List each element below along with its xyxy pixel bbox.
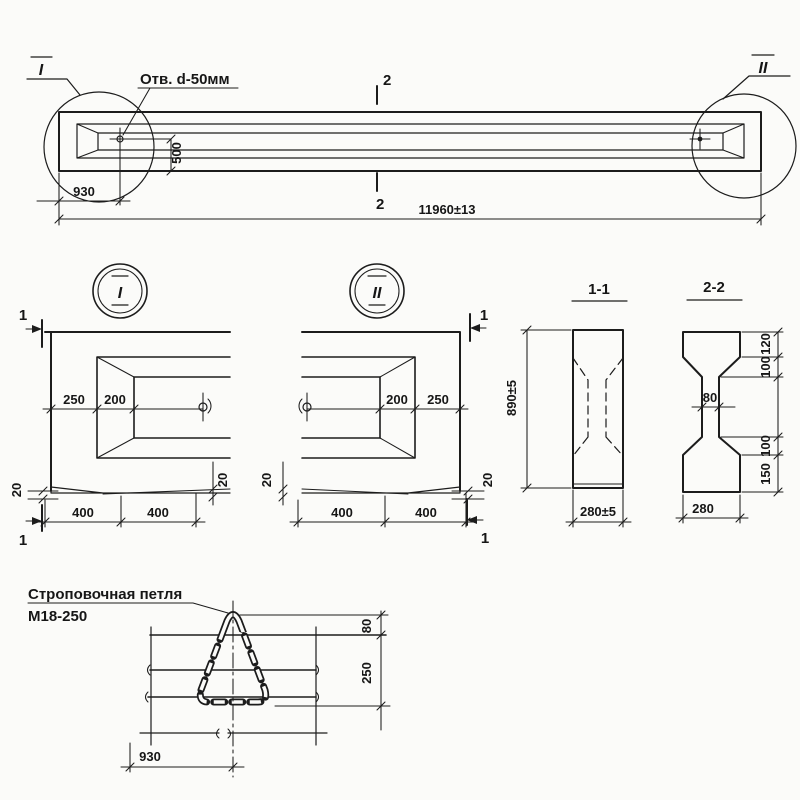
cut-2-label-top: 2 [383,72,392,89]
section-2-2-dim-flange-top: 120 [758,333,773,355]
detail-ii-bubble-label: II [372,285,382,302]
loop-dim-80: 80 [359,618,374,634]
cut-1-label-top-right: 1 [479,307,489,324]
section-2-2-dim-flange-bottom: 150 [758,463,773,485]
section-1-1-dim-width: 280±5 [579,504,617,519]
hole-note: Отв. d-50мм [140,71,230,88]
detail-ii-dim-400-a: 400 [331,505,353,520]
section-2-2-dim-taper-bottom: 100 [758,435,773,457]
detail-ii-dim-20-right: 20 [480,472,495,488]
section-2-2-dim-web: 80 [702,390,718,405]
loop-dim-930: 930 [139,749,161,764]
detail-ii-dim-200: 200 [386,392,408,407]
loop-dim-250: 250 [359,662,374,684]
detail-i-dim-20-right: 20 [215,472,230,488]
section-2-2-dim-width: 280 [692,501,714,516]
section-2-2-dim-taper-top: 100 [758,356,773,378]
cut-1-label-bottom-right: 1 [480,530,490,547]
hole-right [698,137,703,142]
detail-i-dim-250: 250 [63,392,85,407]
cut-1-label-bottom-left: 1 [18,532,28,549]
cut-2-label-bottom: 2 [376,196,385,213]
detail-i-bubble-label: I [117,285,123,302]
section-1-1-dim-height: 890±5 [504,379,519,417]
cut-1-label-top-left: 1 [18,307,28,324]
loop-label-line2: М18-250 [28,608,88,625]
detail-ii-dim-20-left: 20 [259,472,274,488]
section-1-1-title: 1-1 [588,281,610,298]
detail-i-dim-20-left: 20 [9,482,24,498]
detail-i-dim-400-a: 400 [72,505,94,520]
detail-ii-dim-400-b: 400 [415,505,437,520]
loop-label-line1: Строповочная петля [28,586,183,603]
dim-overall: 11960±13 [418,202,476,217]
dim-500: 500 [169,142,184,164]
dim-930-elevation: 930 [73,184,95,199]
section-2-2-title: 2-2 [703,279,725,296]
detail-i-dim-200: 200 [104,392,126,407]
callout-i-label: I [38,62,44,79]
detail-i-dim-400-b: 400 [147,505,169,520]
callout-ii-label: II [758,60,768,77]
detail-ii-dim-250: 250 [427,392,449,407]
